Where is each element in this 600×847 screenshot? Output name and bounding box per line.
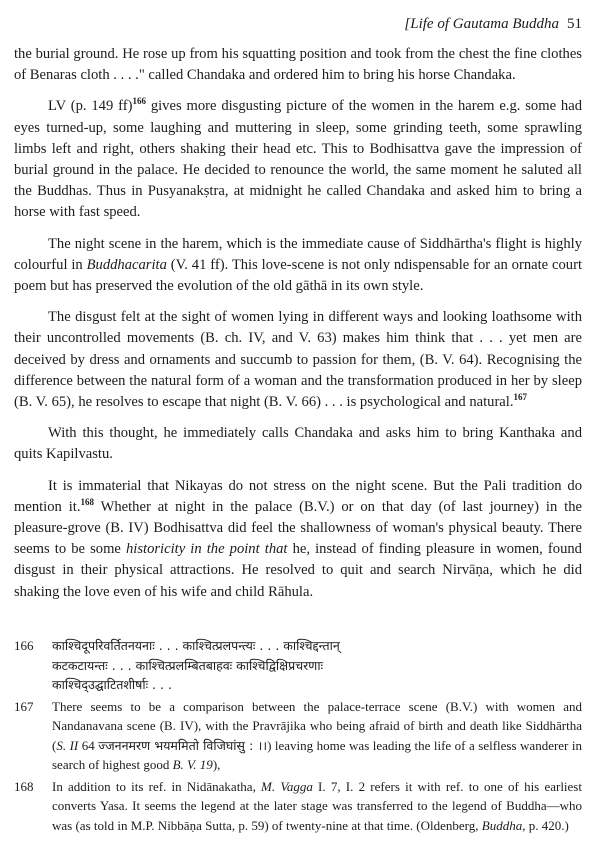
footnote-sanskrit-line: काश्चिदूपरिवर्तितनयनाः . . . काश्चित्प्रलपन्त्यः . . . काश्चिद्दन्तान् <box>52 638 340 653</box>
footnote-sanskrit: ज्जननमरण भयममितो विजिघांसु : ।। <box>98 737 268 753</box>
running-title: [Life of Gautama Buddha <box>404 16 559 32</box>
footnote-number: 166 <box>14 638 34 653</box>
paragraph-1 <box>14 44 582 86</box>
paragraph-5 <box>14 423 582 465</box>
footnote-168 <box>14 777 582 836</box>
footnote-ref-166[interactable]: 166 <box>132 96 146 107</box>
footnote-text: 64 <box>78 737 99 753</box>
paragraph-6 <box>14 476 582 603</box>
footnotes <box>14 636 582 837</box>
paragraph-6-text-a: It is immaterial that Nikayas do not stress on the night scene. But the Pali tradition do mention it. <box>14 477 582 515</box>
paragraph-3-italic: Buddhacarita <box>86 256 167 273</box>
footnote-sanskrit-line: कटकटायन्तः . . . काश्चित्प्रलम्बितबाहवः काश्चिद्विक्षिप्रचरणाः <box>52 657 324 673</box>
paragraph-6-italic: historicity in the point that <box>126 541 288 558</box>
footnote-italic: Buddha <box>481 817 523 833</box>
footnote-sanskrit-line: काश्चिद्उद्घाटितशीर्षाः . . . <box>52 677 172 692</box>
footnote-text: I. 7, I. 2 refers it with ref. to one of his earliest converts Yasa. It seems the legend at the later stage was transferred to the legend of Buddha—who was (as told in M.P. Nibbāṇa Sutta, p. 59) of twenty-nine at that time. (Oldenberg, <box>52 778 582 833</box>
paragraph-2 <box>14 96 582 223</box>
page-number: 51 <box>567 16 582 32</box>
footnote-ref-167[interactable]: 167 <box>513 392 527 403</box>
footnote-italic: S. II <box>56 737 79 753</box>
paragraph-1-text: the burial ground. He rose up from his squatting position and took from the chest the fine clothes of Benaras cloth . . . ." called Chandaka and ordered him to bring his horse Chandaka. <box>14 46 582 84</box>
paragraph-5-text: With this thought, he immediately calls Chandaka and asks him to bring Kanthaka and quits Kapilvastu. <box>14 425 582 463</box>
footnote-text: ), <box>212 757 221 772</box>
footnote-number: 168 <box>14 778 34 794</box>
footnote-number: 167 <box>14 698 34 714</box>
paragraph-2-text-a: LV (p. 149 ff) <box>48 98 133 115</box>
paragraph-3 <box>14 234 582 298</box>
footnote-text: In addition to its ref. in Nidānakatha, <box>52 778 262 794</box>
footnote-italic: B. V. 19 <box>172 757 213 772</box>
paragraph-2-text-b: gives more disgusting picture of the women in the harem e.g. some had eyes turned-up, some laughing and muttering in sleep, some grinding teeth, some sprawling limbs left and right, others shaking their head etc. This to Bodhisattva gave the impression of burial ground in the palace. He decided to renounce the world, the same moment he saluted all the Buddhas. Thus in Pusyanakṣtra, at midnight he called Chandaka and asked him to bring a horse with fast speed. <box>14 98 582 221</box>
paragraph-4 <box>14 307 582 413</box>
footnote-text: , p. 420.) <box>522 817 569 833</box>
footnote-ref-168[interactable]: 168 <box>80 497 94 507</box>
footnote-text: ) leaving home was leading the life of a selfless wanderer in search of highest good <box>52 737 582 772</box>
paragraph-3-text-b: (V. 41 ff). This love-scene is not only ndispensable for an ornate court poem but has preserved the evolution of the old gāthā in its own style. <box>14 256 582 295</box>
paragraph-3-text-a: The night scene in the harem, which is the immediate cause of Siddhārtha's flight is highly colourful in <box>14 235 582 273</box>
paragraph-4-text: The disgust felt at the sight of women lying in different ways and looking loathsome with their uncontrolled movements (B. ch. IV, and V. 63) makes him think that . . . yet men are deceived by dress and ornaments and succumb to passion for them, (B. V. 64). Recognising the difference between the natural form of a woman and the transformation produced in her by sleep (B. V. 65), he resolves to escape that night (B. V. 66) . . . is psychological and natural. <box>14 309 582 411</box>
body-text <box>14 44 582 613</box>
paragraph-6-text-c: he, instead of finding pleasure in women, found disgust in their physical attractions. He resolved to quit and search Nirvāṇa, which he did shaking the love even of his wife and child Rāhula. <box>14 541 582 600</box>
footnote-166 <box>14 636 582 695</box>
footnote-italic: M. Vagga <box>261 778 313 794</box>
running-header <box>404 16 582 33</box>
paragraph-6-text-b: Whether at night in the palace (B.V.) or on that day (of last journey) in the pleasure-grove (B. IV) Bodhisattva did feel the shallowness of woman's physical beauty. There seems to be some <box>14 498 582 558</box>
footnote-167 <box>14 697 582 775</box>
footnote-text: There seems to be a comparison between the palace-terrace scene (B.V.) with women and Nandanavana scene (B. IV), with the Pravrājika who being afraid of birth and death like Siddhārtha ( <box>52 698 582 753</box>
